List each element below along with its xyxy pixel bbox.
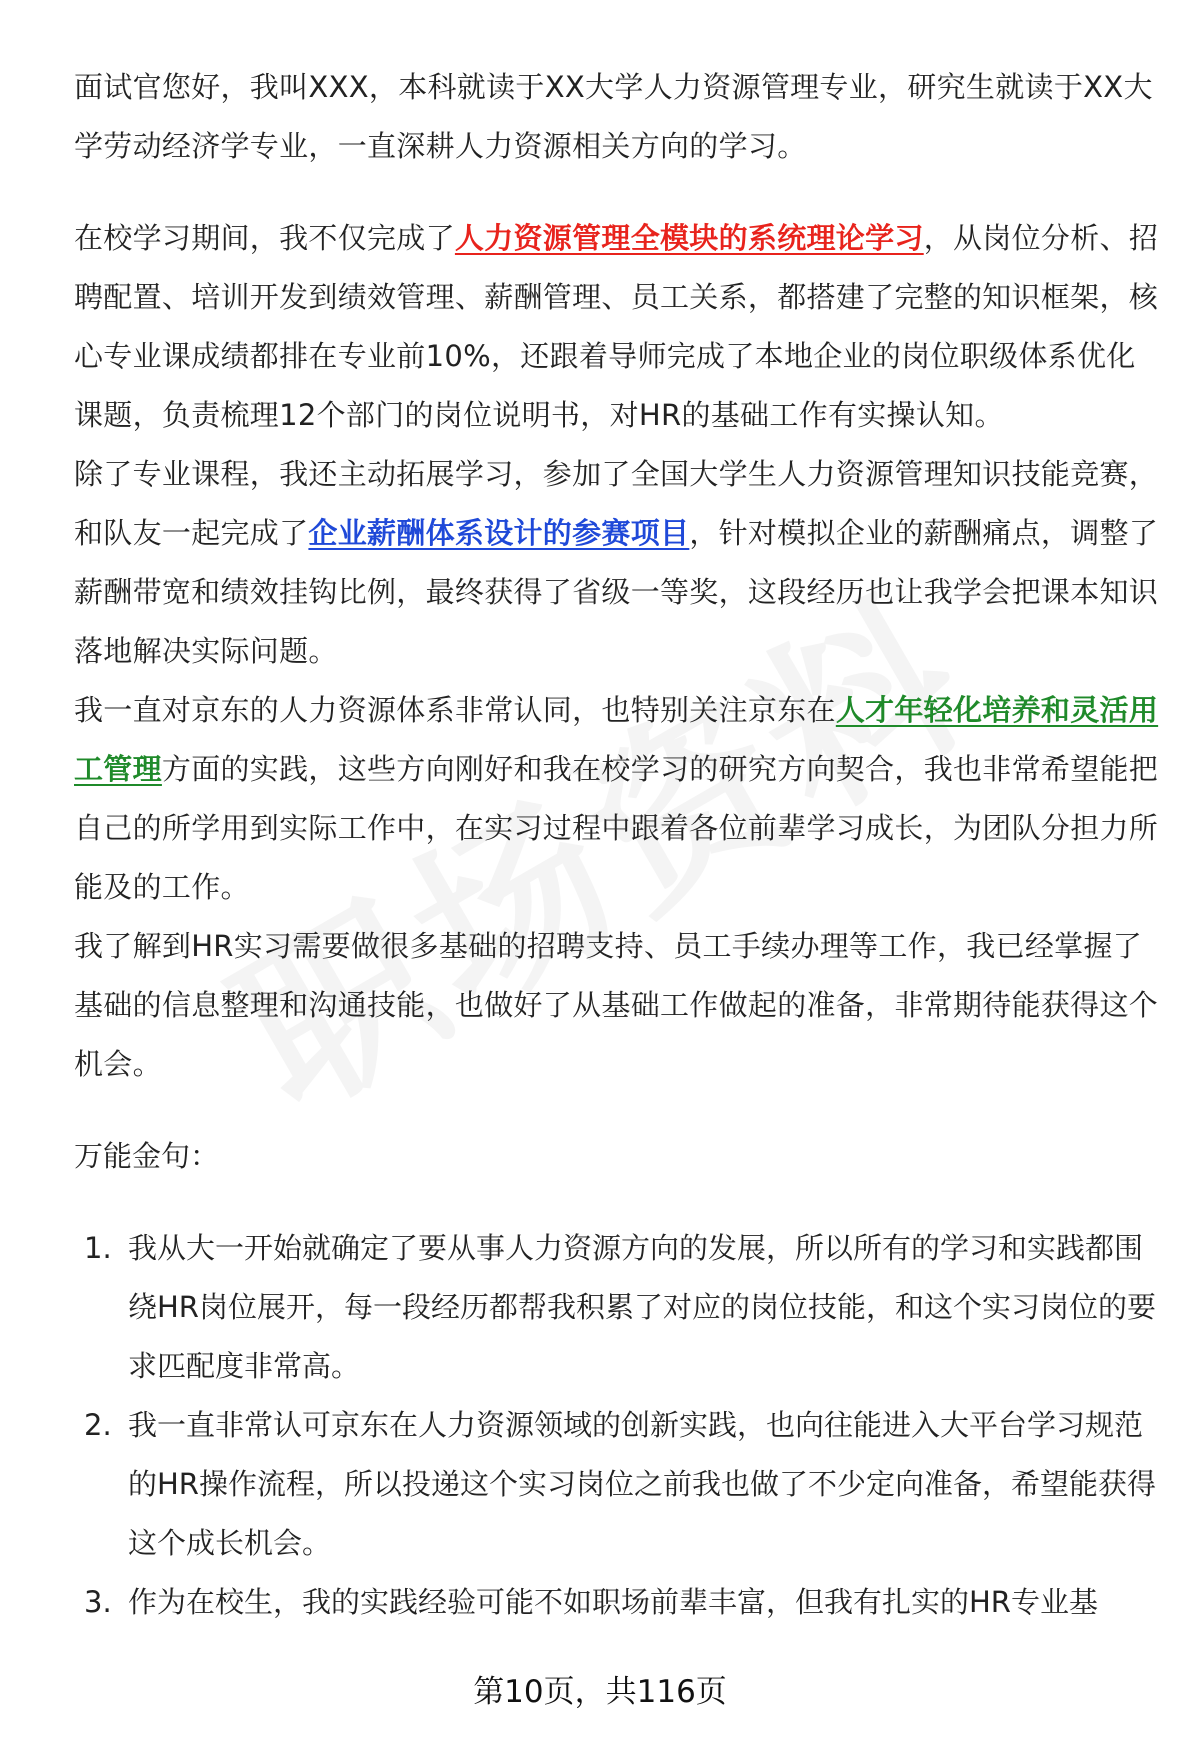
- intro-paragraph: 面试官您好，我叫XXX，本科就读于XX大学人力资源管理专业，研究生就读于XX大学劳动经济学专业，一直深耕人力资源相关方向的学习。: [74, 70, 1153, 163]
- study-text-start: 在校学习期间，我不仅完成了: [74, 221, 455, 255]
- competition-paragraph: [74, 445, 1164, 681]
- tips-list: [74, 1219, 1164, 1632]
- tips-label: 万能金句：: [74, 1139, 220, 1173]
- list-number: 2.: [84, 1408, 112, 1442]
- spacer: [74, 1094, 1164, 1127]
- highlight-talent-management: 人才年轻化培养和灵活用工管理: [74, 693, 1159, 786]
- company-text-start: 我一直对京东的人力资源体系非常认同，也特别关注京东在: [74, 693, 836, 727]
- study-paragraph: [74, 209, 1164, 445]
- spacer: [74, 1186, 1164, 1219]
- study-text-end: ，从岗位分析、招聘配置、培训开发到绩效管理、薪酬管理、员工关系，都搭建了完整的知识框架，核心专业课成绩都排在专业前10%，还跟着导师完成了本地企业的岗位职级体系优化课题，负责梳理12个部门的岗位说明书，对HR的基础工作有实操认知。: [74, 221, 1159, 432]
- highlight-competition-project: 企业薪酬体系设计的参赛项目: [308, 516, 690, 550]
- list-item: [74, 1396, 1164, 1573]
- document-body: [74, 58, 1164, 1632]
- list-item: [74, 1219, 1164, 1396]
- list-item-text: 作为在校生，我的实践经验可能不如职场前辈丰富，但我有扎实的HR专业基: [128, 1585, 1098, 1619]
- company-paragraph: [74, 681, 1164, 917]
- list-number: 3.: [84, 1585, 112, 1619]
- company-text-end: 方面的实践，这些方向刚好和我在校学习的研究方向契合，我也非常希望能把自己的所学用到实际工作中，在实习过程中跟着各位前辈学习成长，为团队分担力所能及的工作。: [74, 752, 1159, 904]
- spacer: [74, 176, 1164, 209]
- list-item-text: 我一直非常认可京东在人力资源领域的创新实践，也向往能进入大平台学习规范的HR操作流程，所以投递这个实习岗位之前我也做了不少定向准备，希望能获得这个成长机会。: [128, 1408, 1156, 1560]
- competition-text-end: ，针对模拟企业的薪酬痛点，调整了薪酬带宽和绩效挂钩比例，最终获得了省级一等奖，这段经历也让我学会把课本知识落地解决实际问题。: [74, 516, 1159, 668]
- list-item-text: 我从大一开始就确定了要从事人力资源方向的发展，所以所有的学习和实践都围绕HR岗位展开，每一段经历都帮我积累了对应的岗位技能，和这个实习岗位的要求匹配度非常高。: [128, 1231, 1156, 1383]
- page-footer: 第10页，共116页: [473, 1674, 727, 1710]
- competition-text-start: 除了专业课程，我还主动拓展学习，参加了全国大学生人力资源管理知识技能竞赛，和队友一起完成了: [74, 457, 1159, 550]
- readiness-paragraph: 我了解到HR实习需要做很多基础的招聘支持、员工手续办理等工作，我已经掌握了基础的信息整理和沟通技能，也做好了从基础工作做起的准备，非常期待能获得这个机会。: [74, 929, 1159, 1081]
- list-number: 1.: [84, 1231, 112, 1265]
- list-item: [74, 1573, 1164, 1632]
- highlight-theory-study: 人力资源管理全模块的系统理论学习: [454, 221, 924, 255]
